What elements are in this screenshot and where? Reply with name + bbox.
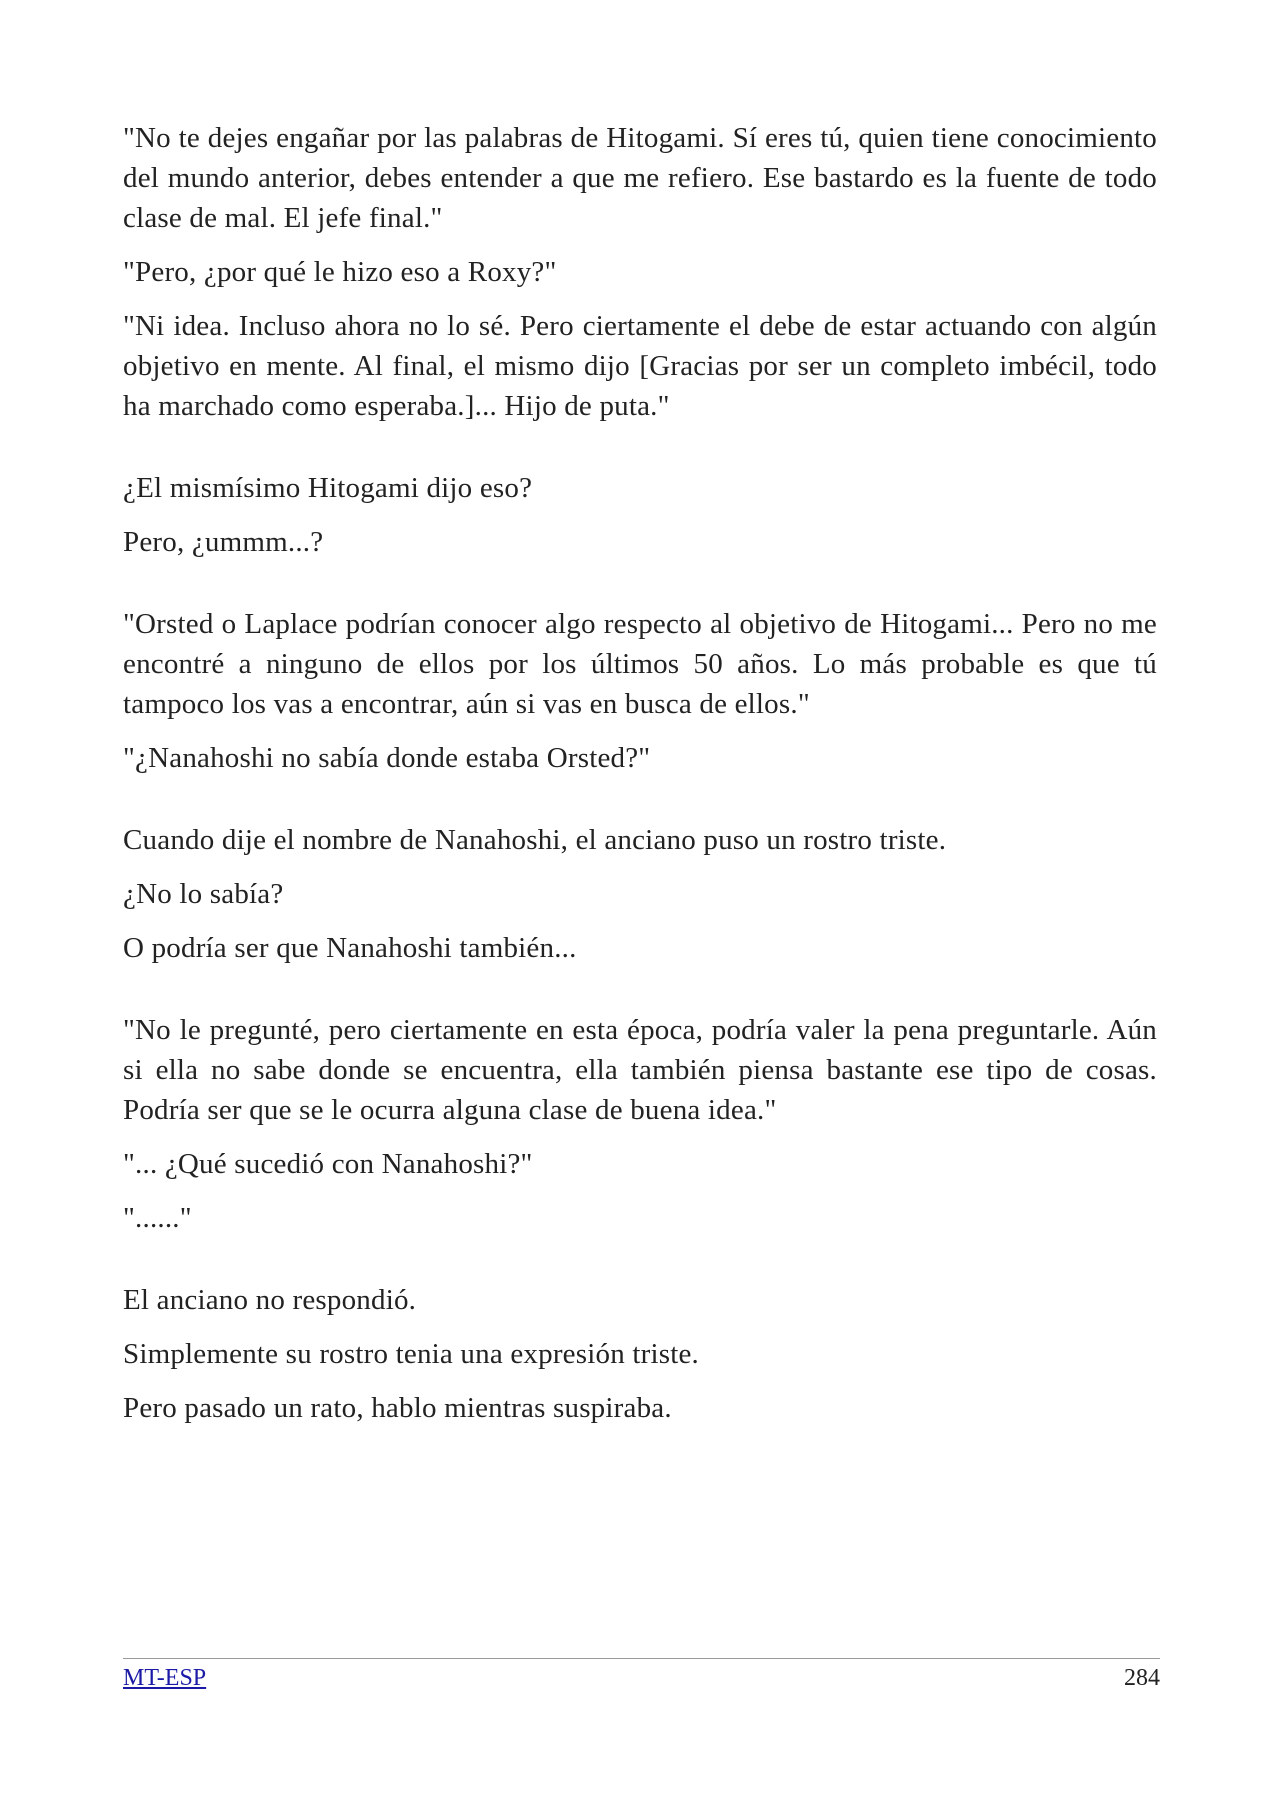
paragraph: Cuando dije el nombre de Nanahoshi, el anciano puso un rostro triste. bbox=[123, 824, 947, 856]
paragraph: "¿Nanahoshi no sabía donde estaba Orsted?" bbox=[123, 742, 651, 774]
page-number: 284 bbox=[1124, 1665, 1160, 1691]
paragraph: "No te dejes engañar por las palabras de Hitogami. Sí eres tú, quien tiene conocimiento del mundo anterior, debes entender a que me refiero. Ese bastardo es la fuente de todo clase de mal. El jefe final." bbox=[123, 122, 1157, 234]
paragraph: Simplemente su rostro tenia una expresión triste. bbox=[123, 1338, 699, 1370]
paragraph: "Pero, ¿por qué le hizo eso a Roxy?" bbox=[123, 256, 557, 288]
paragraph: El anciano no respondió. bbox=[123, 1284, 417, 1316]
paragraph: Pero pasado un rato, hablo mientras suspiraba. bbox=[123, 1392, 672, 1424]
paragraph: "......" bbox=[123, 1202, 192, 1234]
paragraph: "... ¿Qué sucedió con Nanahoshi?" bbox=[123, 1148, 533, 1180]
paragraph: ¿No lo sabía? bbox=[123, 878, 284, 910]
paragraph: ¿El mismísimo Hitogami dijo eso? bbox=[123, 472, 533, 504]
paragraph: "Orsted o Laplace podrían conocer algo respecto al objetivo de Hitogami... Pero no me encontré a ninguno de ellos por los últimos 50 años. Lo más probable es que tú tampoco los vas a encontrar, aún si vas en busca de ellos." bbox=[123, 608, 1157, 720]
page-footer bbox=[123, 1658, 1160, 1691]
paragraph: Pero, ¿ummm...? bbox=[123, 526, 324, 558]
site-link[interactable]: MT-ESP bbox=[123, 1665, 207, 1691]
paragraph: "Ni idea. Incluso ahora no lo sé. Pero ciertamente el debe de estar actuando con algún objetivo en mente. Al final, el mismo dijo [Gracias por ser un completo imbécil, todo ha marchado como esperaba.]... Hijo de puta." bbox=[123, 310, 1157, 422]
paragraph: O podría ser que Nanahoshi también... bbox=[123, 932, 577, 964]
paragraph: "No le pregunté, pero ciertamente en esta época, podría valer la pena preguntarle. Aún si ella no sabe donde se encuentra, ella también piensa bastante ese tipo de cosas. Podría ser que se le ocurra alguna clase de buena idea." bbox=[123, 1014, 1157, 1126]
text-body bbox=[123, 118, 1157, 1428]
